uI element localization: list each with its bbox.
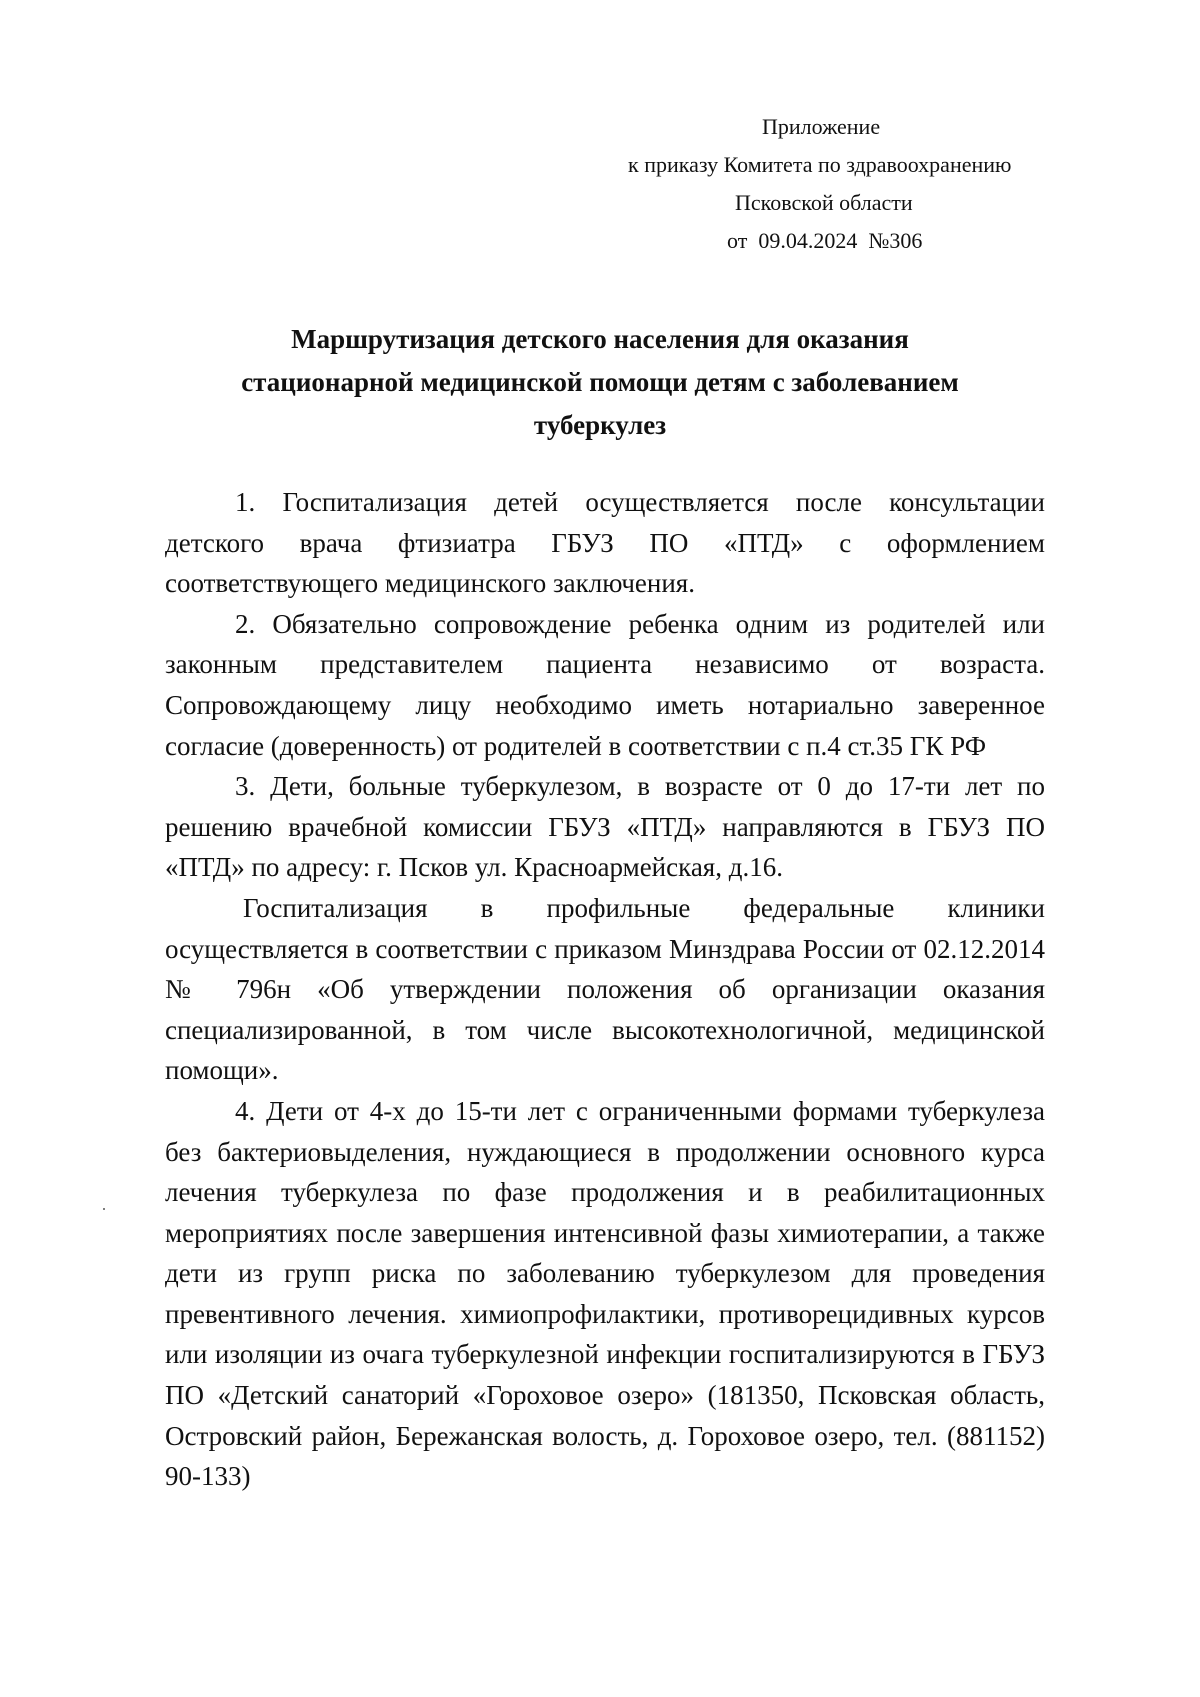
document-body <box>165 482 1045 1497</box>
title-line-3: туберкулез <box>533 410 667 440</box>
scan-speck <box>103 1208 105 1210</box>
paragraph-3: 3. Дети, больные туберкулезом, в возрасте от 0 до 17-ти лет по решению врачебной комиссии ГБУЗ «ПТД» направляются в ГБУЗ ПО «ПТД» по адресу: г. Псков ул. Красноармейская, д.16. <box>165 771 1045 883</box>
title-line-2: стационарной медицинской помощи детям с заболеванием <box>241 367 959 397</box>
title-line-1: Маршрутизация детского населения для оказания <box>291 324 909 354</box>
appendix-label: Приложение <box>762 114 881 139</box>
paragraph-1: 1. Госпитализация детей осуществляется после консультации детского врача фтизиатра ГБУЗ ПО «ПТД» с оформлением соответствующего медицинского заключения. <box>165 487 1045 599</box>
document-title <box>150 318 1050 447</box>
appendix-date-number: от 09.04.2024 №306 <box>727 228 923 253</box>
paragraph-2: 2. Обязательно сопровождение ребенка одним из родителей или законным представителем пациента независимо от возраста. Сопровождающему лицу необходимо иметь нотариально заверенное согласие (доверенность) от родителей в соответствии с п.4 ст.35 ГК РФ <box>165 608 1045 761</box>
paragraph-4: 4. Дети от 4-х до 15-ти лет с ограниченными формами туберкулеза без бактериовыделения, нуждающиеся в продолжении основного курса лечения туберкулеза по фазе продолжения и в реабилитационных мероприятиях после завершения интенсивной фазы химиотерапии, а также дети из групп риска по заболеванию туберкулезом для проведения превентивного лечения. химиопрофилактики, противорецидивных курсов или изоляции из очага туберкулезной инфекции госпитализируются в ГБУЗ ПО «Детский санаторий «Гороховое озеро» (181350, Псковская область, Островский район, Бережанская волость, д. Гороховое озеро, тел. (881152) 90-133) <box>165 1095 1045 1492</box>
paragraph-3-continuation: Госпитализация в профильные федеральные клиники осуществляется в соответствии с приказом Минздрава России от 02.12.2014 № 796н «Об утверждении положения об организации оказания специализированной, в том числе высокотехнологичной, медицинской помощи». <box>165 892 1045 1086</box>
appendix-order-ref: к приказу Комитета по здравоохранению <box>628 152 1012 177</box>
appendix-region: Псковской области <box>735 190 913 215</box>
